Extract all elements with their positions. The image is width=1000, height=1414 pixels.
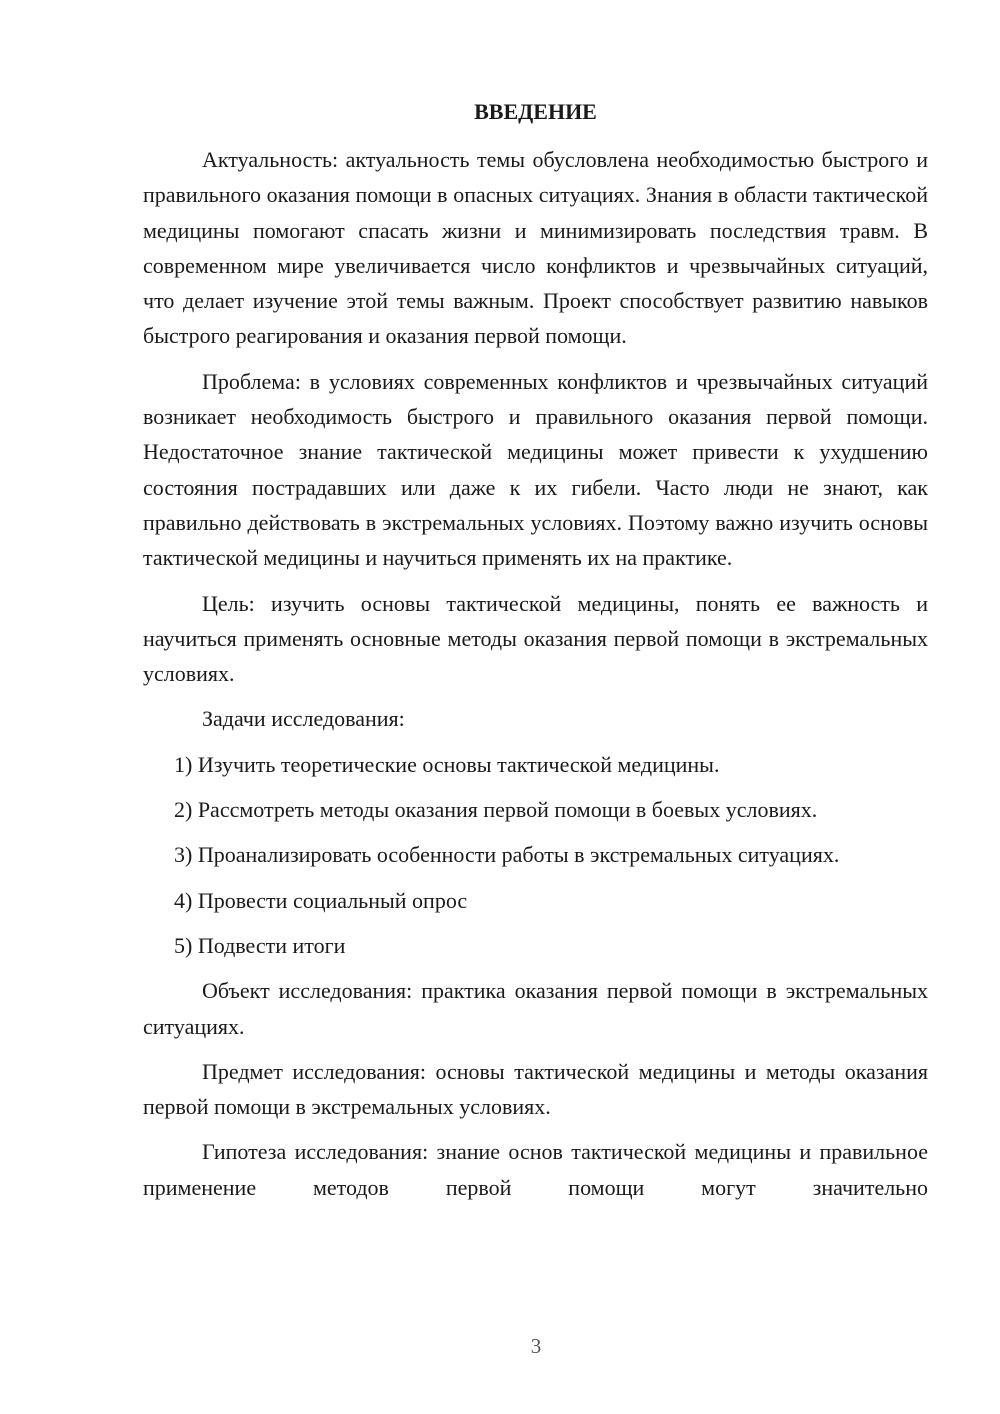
task-item-4: 4) Провести социальный опрос (174, 887, 468, 913)
task-item-2: 2) Рассмотреть методы оказания первой помощи в боевых условиях. (174, 797, 818, 823)
paragraph-relevance: Актуальность: актуальность темы обусловлена необходимостью быстрого и правильного оказания помощи в опасных ситуациях. Знания в области тактической медицины помогают спасать жизни и минимизировать последствия травм. В современном мире увеличивается число конфликтов и чрезвычайных ситуаций, что делает изучение этой темы важным. Проект способствует развитию навыков быстрого реагирования и оказания первой помощи. (143, 147, 928, 349)
paragraph-hypothesis: Гипотеза исследования: знание основ тактической медицины и правильное применение методов первой помощи могут значительно (143, 1139, 928, 1200)
section-title: ВВЕДЕНИЕ (474, 99, 597, 124)
paragraph-goal: Цель: изучить основы тактической медицины, понять ее важность и научиться применять основные методы оказания первой помощи в экстремальных условиях. (143, 590, 928, 687)
task-item-3: 3) Проанализировать особенности работы в экстремальных ситуациях. (174, 842, 840, 868)
paragraph-tasks-heading: Задачи исследования: (202, 706, 405, 732)
paragraph-object: Объект исследования: практика оказания первой помощи в экстремальных ситуациях. (143, 978, 928, 1039)
task-item-5: 5) Подвести итоги (174, 932, 346, 958)
document-page (143, 94, 928, 1215)
task-item-1: 1) Изучить теоретические основы тактической медицины. (174, 751, 720, 777)
paragraph-problem: Проблема: в условиях современных конфликтов и чрезвычайных ситуаций возникает необходимость быстрого и правильного оказания первой помощи. Недостаточное знание тактической медицины может привести к ухудшению состояния пострадавших или даже к их гибели. Часто люди не знают, как правильно действовать в экстремальных условиях. Поэтому важно изучить основы тактической медицины и научиться применять их на практике. (143, 368, 928, 571)
page-number: 3 (530, 1334, 542, 1358)
paragraph-subject: Предмет исследования: основы тактической медицины и методы оказания первой помощи в экстремальных условиях. (143, 1058, 928, 1120)
